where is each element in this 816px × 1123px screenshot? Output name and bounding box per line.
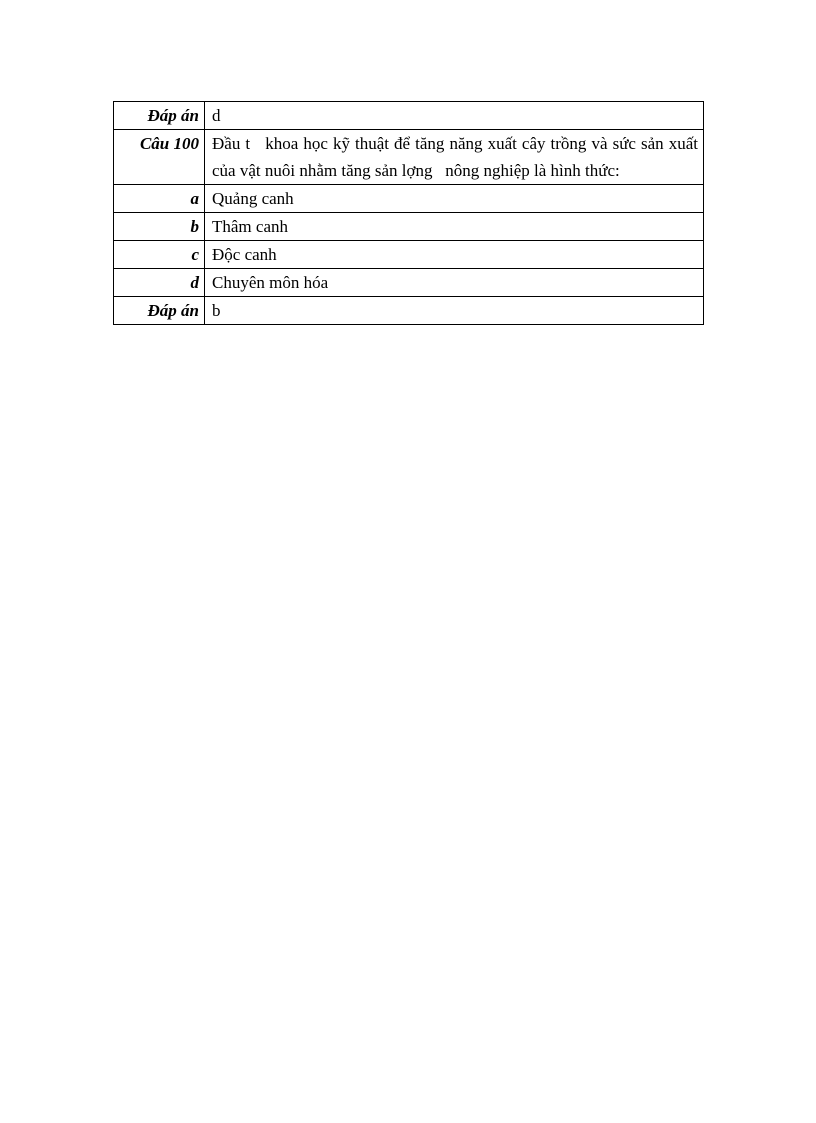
question-text: Đầu t khoa học kỹ thuật để tăng năng xuất cây trồng và sức sản xuất của vật nuôi nhằm tăng sản lợng nông nghiệp là hình thức: <box>205 130 704 185</box>
option-text-b: Thâm canh <box>205 213 704 241</box>
option-row-d <box>114 269 704 297</box>
option-row-c <box>114 241 704 269</box>
answer-label: Đáp án <box>114 297 205 325</box>
option-text-c: Độc canh <box>205 241 704 269</box>
answer-row <box>114 297 704 325</box>
option-text-d: Chuyên môn hóa <box>205 269 704 297</box>
option-letter-c: c <box>114 241 205 269</box>
option-letter-b: b <box>114 213 205 241</box>
question-row <box>114 130 704 185</box>
answer-value: d <box>205 102 704 130</box>
answer-row-previous <box>114 102 704 130</box>
answer-label: Đáp án <box>114 102 205 130</box>
option-row-a <box>114 185 704 213</box>
answer-value: b <box>205 297 704 325</box>
option-row-b <box>114 213 704 241</box>
option-letter-d: d <box>114 269 205 297</box>
option-letter-a: a <box>114 185 205 213</box>
option-text-a: Quảng canh <box>205 185 704 213</box>
question-table <box>113 101 704 325</box>
question-number: Câu 100 <box>114 130 205 185</box>
